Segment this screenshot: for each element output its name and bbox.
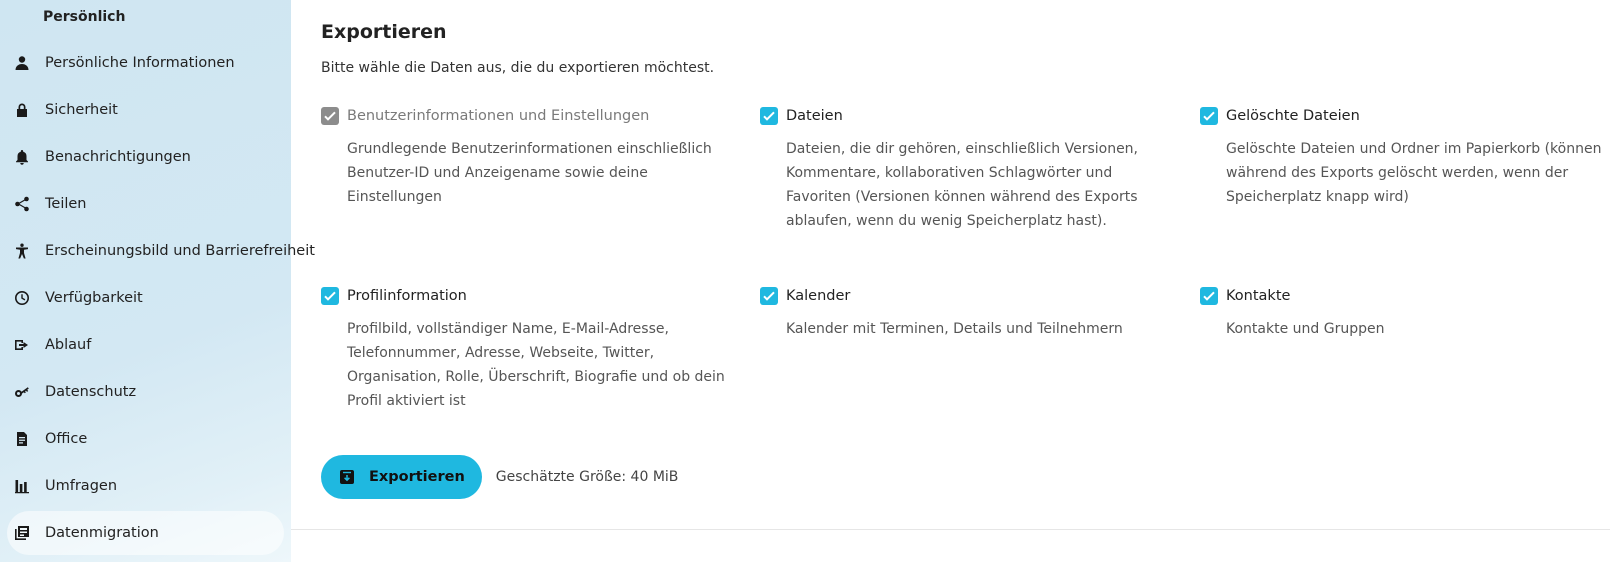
sidebar-item-security[interactable] bbox=[7, 88, 284, 132]
estimated-size: Geschätzte Größe: 40 MiB bbox=[495, 469, 679, 485]
option-description: Grundlegende Benutzerinformationen einschließlich Benutzer-ID und Anzeigename sowie deine Einstellungen bbox=[347, 141, 712, 205]
user-icon bbox=[14, 55, 30, 71]
checkbox-profile[interactable] bbox=[321, 287, 339, 305]
check-icon bbox=[762, 109, 776, 123]
check-icon bbox=[1202, 289, 1216, 303]
option-description: Kontakte und Gruppen bbox=[1226, 321, 1385, 337]
option-description: Dateien, die dir gehören, einschließlich Versionen, Kommentare, kollaborativen Schlagwörter und Favoriten (Versionen können während des Exports ablaufen, wenn du wenig Speicherplatz hast). bbox=[786, 141, 1139, 229]
option-deleted-files-toggle[interactable] bbox=[1200, 105, 1610, 127]
sidebar-item-label: Persönliche Informationen bbox=[45, 55, 235, 71]
option-contacts-toggle[interactable] bbox=[1200, 285, 1610, 307]
checkbox-contacts[interactable] bbox=[1200, 287, 1218, 305]
sidebar-item-availability[interactable] bbox=[7, 276, 284, 320]
option-description: Gelöschte Dateien und Ordner im Papierkorb (können während des Exports gelöscht werden, wenn der Speicherplatz knapp wird) bbox=[1226, 141, 1602, 205]
option-description: Profilbild, vollständiger Name, E-Mail-Adresse, Telefonnummer, Adresse, Webseite, Twitter, Organisation, Rolle, Überschrift, Biografie und ob dein Profil aktiviert ist bbox=[347, 321, 725, 409]
option-label: Dateien bbox=[786, 108, 843, 124]
sidebar-item-label: Umfragen bbox=[45, 478, 118, 494]
check-icon bbox=[762, 289, 776, 303]
divider bbox=[291, 529, 1610, 530]
sidebar-item-label: Ablauf bbox=[45, 337, 92, 353]
settings-sidebar bbox=[0, 0, 315, 562]
checkbox-user-info[interactable] bbox=[321, 107, 339, 125]
clock-icon bbox=[14, 290, 30, 306]
checkbox-files[interactable] bbox=[760, 107, 778, 125]
sidebar-item-sharing[interactable] bbox=[7, 182, 284, 226]
option-contacts bbox=[1200, 285, 1610, 341]
sidebar-item-label: Office bbox=[45, 431, 88, 447]
sidebar-item-label: Verfügbarkeit bbox=[45, 290, 143, 306]
option-files bbox=[760, 105, 1170, 233]
option-calendar-toggle[interactable] bbox=[760, 285, 1170, 307]
flow-icon bbox=[14, 337, 30, 353]
key-icon bbox=[14, 384, 30, 400]
document-icon bbox=[14, 431, 30, 447]
check-icon bbox=[323, 289, 337, 303]
archive-icon bbox=[339, 469, 355, 485]
option-label: Kalender bbox=[786, 288, 851, 304]
sidebar-item-label: Sicherheit bbox=[45, 102, 118, 118]
sidebar-item-label: Benachrichtigungen bbox=[45, 149, 191, 165]
option-calendar bbox=[760, 285, 1170, 341]
sidebar-item-label: Erscheinungsbild und Barrierefreiheit bbox=[45, 243, 315, 259]
sidebar-item-polls[interactable] bbox=[7, 464, 284, 508]
bell-icon bbox=[14, 149, 30, 165]
sidebar-heading: Persönlich bbox=[43, 9, 126, 25]
export-button-label: Exportieren bbox=[369, 469, 465, 485]
sidebar-item-label: Datenmigration bbox=[45, 525, 159, 541]
accessibility-icon bbox=[14, 243, 30, 259]
sidebar-item-label: Teilen bbox=[45, 196, 87, 212]
share-icon bbox=[14, 196, 30, 212]
export-section bbox=[291, 0, 1610, 562]
sidebar-item-notifications[interactable] bbox=[7, 135, 284, 179]
sidebar-item-personal-info[interactable] bbox=[7, 41, 284, 85]
lock-icon bbox=[14, 102, 30, 118]
option-label: Profilinformation bbox=[347, 288, 467, 304]
sidebar-item-label: Datenschutz bbox=[45, 384, 137, 400]
section-description: Bitte wähle die Daten aus, die du exportieren möchtest. bbox=[321, 60, 715, 76]
sidebar-list bbox=[0, 41, 315, 558]
poll-icon bbox=[14, 478, 30, 494]
option-user-info-toggle[interactable] bbox=[321, 105, 731, 127]
sidebar-item-appearance[interactable] bbox=[7, 229, 315, 273]
sidebar-item-office[interactable] bbox=[7, 417, 284, 461]
option-description: Kalender mit Terminen, Details und Teilnehmern bbox=[786, 321, 1123, 337]
section-title: Exportieren bbox=[321, 21, 447, 43]
sidebar-item-flow[interactable] bbox=[7, 323, 284, 367]
export-row bbox=[321, 455, 678, 499]
checkbox-deleted-files[interactable] bbox=[1200, 107, 1218, 125]
option-label: Gelöschte Dateien bbox=[1226, 108, 1360, 124]
option-label: Kontakte bbox=[1226, 288, 1291, 304]
check-icon bbox=[1202, 109, 1216, 123]
sidebar-item-privacy[interactable] bbox=[7, 370, 284, 414]
option-deleted-files bbox=[1200, 105, 1610, 209]
sidebar-item-data-migration[interactable] bbox=[7, 511, 284, 555]
migration-icon bbox=[14, 525, 30, 541]
check-icon bbox=[323, 109, 337, 123]
option-profile-toggle[interactable] bbox=[321, 285, 731, 307]
option-profile bbox=[321, 285, 731, 413]
option-files-toggle[interactable] bbox=[760, 105, 1170, 127]
checkbox-calendar[interactable] bbox=[760, 287, 778, 305]
export-button[interactable] bbox=[321, 455, 482, 499]
option-user-info bbox=[321, 105, 731, 209]
option-label: Benutzerinformationen und Einstellungen bbox=[347, 108, 650, 124]
